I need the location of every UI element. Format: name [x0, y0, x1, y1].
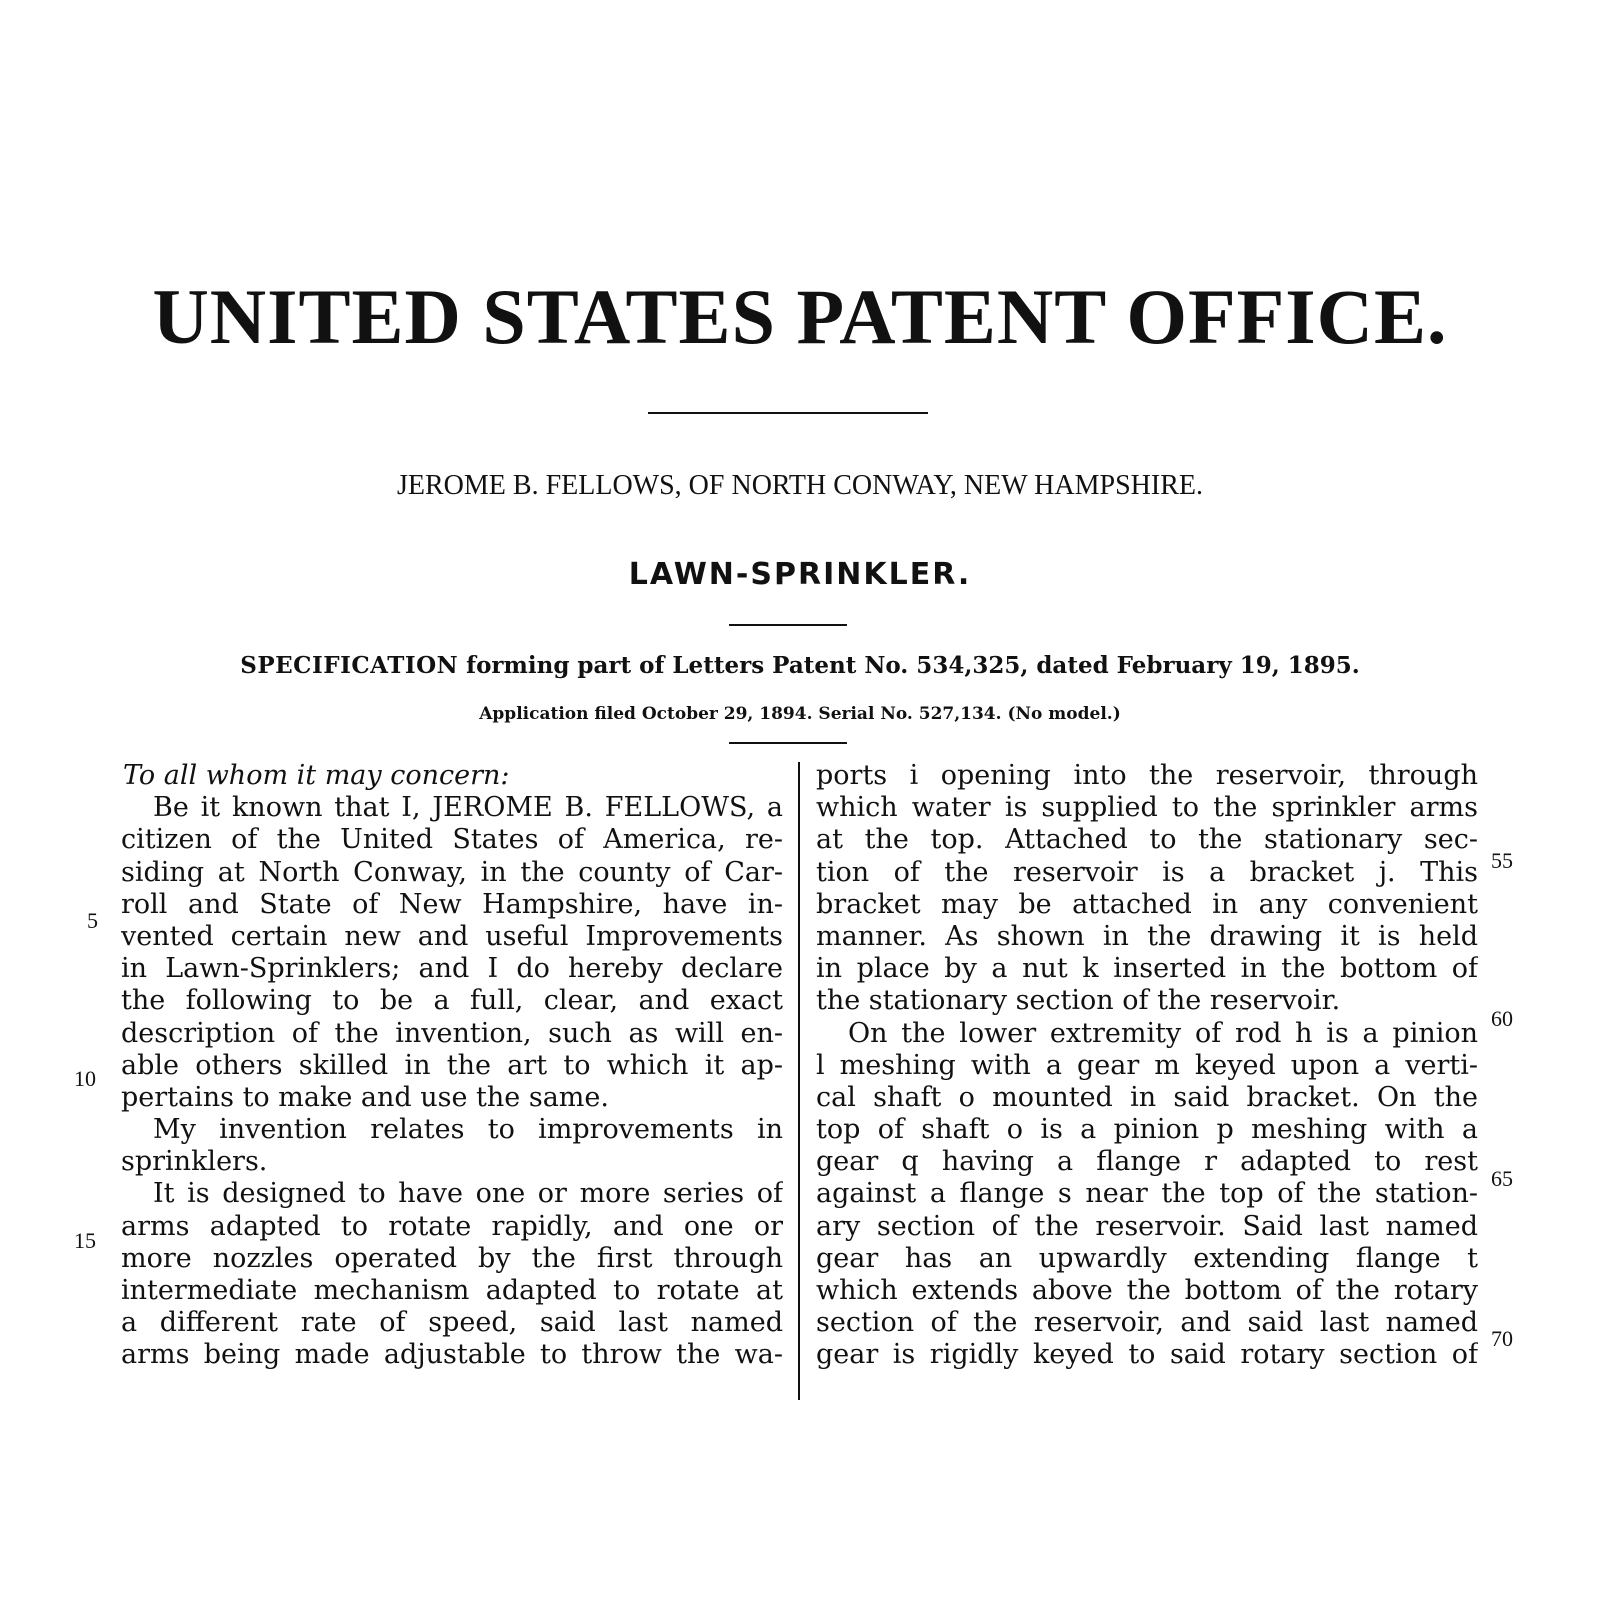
left-line-number-5: 5	[87, 908, 98, 933]
left-line-8: description of the invention, such as will en-	[121, 1017, 783, 1049]
right-line-number-70: 70	[1491, 1326, 1513, 1351]
right-line-2: which water is supplied to the sprinkler arms	[816, 792, 1478, 824]
right-line-9: On the lower extremity of rod h is a pinion	[848, 1017, 1478, 1049]
left-line-16: intermediate mechanism adapted to rotate at	[121, 1275, 783, 1306]
left-line-10: pertains to make and use the same.	[121, 1081, 609, 1113]
left-line-5: vented certain new and useful Improvements	[121, 920, 783, 952]
right-line-number-55: 55	[1491, 848, 1513, 873]
left-line-17: a different rate of speed, said last named	[121, 1307, 783, 1339]
left-line-1: Be it known that I, JEROME B. FELLOWS, a	[153, 792, 783, 824]
invention-rule	[729, 624, 847, 626]
left-line-11: My invention relates to improvements in	[153, 1114, 783, 1146]
title-rule	[648, 412, 928, 414]
right-line-18: section of the reservoir, and said last named	[816, 1307, 1478, 1339]
right-line-16: gear has an upwardly extending flange t	[816, 1242, 1478, 1274]
right-line-10: l meshing with a gear m keyed upon a verti-	[816, 1049, 1478, 1081]
salutation: To all whom it may concern:	[123, 760, 510, 791]
left-line-7: the following to be a full, clear, and exact	[121, 985, 783, 1017]
left-line-15: more nozzles operated by the first through	[121, 1242, 783, 1274]
right-line-15: ary section of the reservoir. Said last named	[816, 1210, 1478, 1242]
right-line-7: in place by a nut k inserted in the bottom of	[816, 953, 1478, 985]
right-line-11: cal shaft o mounted in said bracket. On the	[816, 1081, 1478, 1113]
specification-label: SPECIFICATION	[240, 652, 459, 679]
left-line-14: arms adapted to rotate rapidly, and one or	[121, 1210, 783, 1242]
left-line-9: able others skilled in the art to which it ap-	[121, 1049, 783, 1081]
right-column	[816, 760, 1478, 1398]
right-line-3: at the top. Attached to the stationary sec-	[816, 824, 1478, 856]
right-line-19: gear is rigidly keyed to said rotary section of	[816, 1339, 1478, 1371]
right-line-1: ports i opening into the reservoir, through	[816, 760, 1478, 791]
right-line-8: the stationary section of the reservoir.	[816, 985, 1341, 1017]
column-divider	[798, 762, 800, 1400]
application-rule	[729, 742, 847, 744]
left-line-3: siding at North Conway, in the county of Car-	[121, 856, 783, 888]
left-line-4: roll and State of New Hampshire, have in-	[121, 888, 783, 920]
left-line-18: arms being made adjustable to throw the wa-	[121, 1339, 783, 1371]
right-line-14: against a flange s near the top of the station-	[816, 1178, 1478, 1210]
application-line: Application filed October 29, 1894. Serial No. 527,134. (No model.)	[479, 704, 1121, 724]
right-line-17: which extends above the bottom of the rotary	[816, 1275, 1478, 1306]
left-line-2: citizen of the United States of America, re-	[121, 824, 783, 856]
left-line-12: sprinklers.	[121, 1146, 268, 1178]
specification-line	[0, 652, 1600, 679]
left-line-6: in Lawn-Sprinklers; and I do hereby declare	[121, 953, 783, 985]
office-title: UNITED STATES PATENT OFFICE.	[152, 273, 1448, 360]
left-line-number-10: 10	[74, 1066, 96, 1091]
invention-title: LAWN-SPRINKLER.	[628, 557, 972, 592]
left-line-number-15: 15	[74, 1228, 96, 1253]
specification-details: forming part of Letters Patent No. 534,325, dated February 19, 1895.	[466, 652, 1360, 679]
right-line-12: top of shaft o is a pinion p meshing with a	[816, 1114, 1478, 1146]
right-line-6: manner. As shown in the drawing it is held	[816, 920, 1478, 952]
right-line-5: bracket may be attached in any convenient	[816, 888, 1478, 920]
right-line-number-65: 65	[1491, 1166, 1513, 1191]
right-line-4: tion of the reservoir is a bracket j. This	[816, 856, 1478, 888]
left-line-13: It is designed to have one or more series of	[153, 1178, 783, 1210]
right-line-number-60: 60	[1491, 1006, 1513, 1031]
right-line-13: gear q having a flange r adapted to rest	[816, 1146, 1478, 1178]
inventor-line: JEROME B. FELLOWS, OF NORTH CONWAY, NEW HAMPSHIRE.	[397, 470, 1203, 501]
left-column	[121, 760, 783, 1398]
